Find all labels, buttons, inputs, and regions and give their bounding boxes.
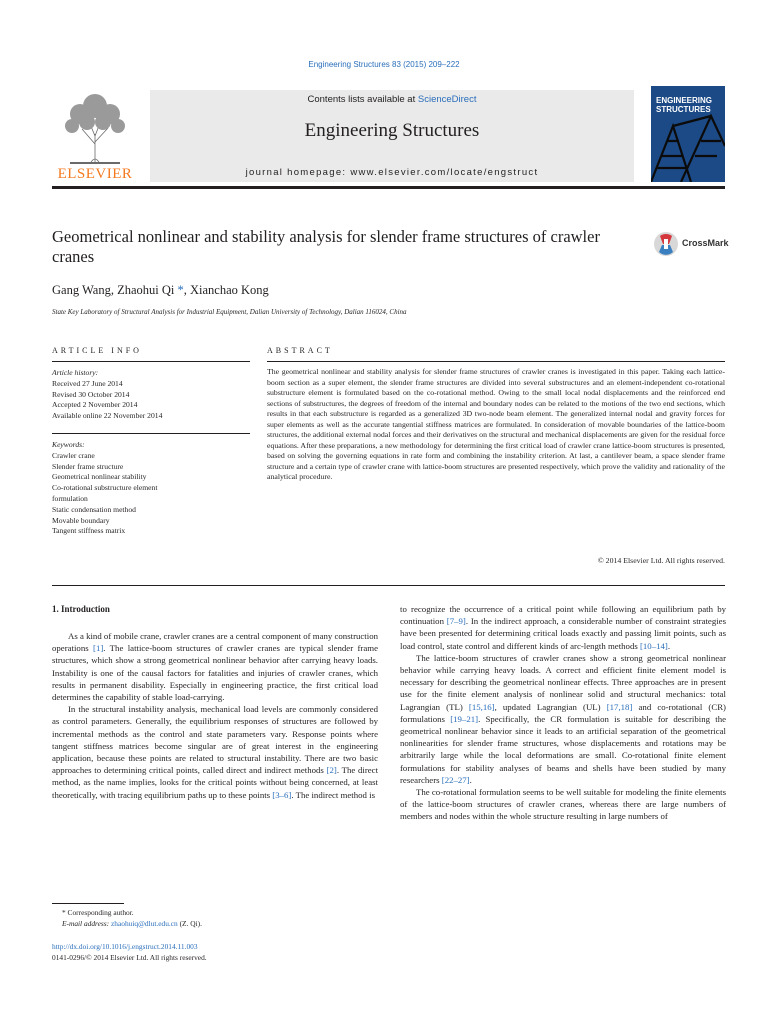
contents-prefix: Contents lists available at [307,94,418,105]
paragraph [400,786,726,823]
paragraph [52,703,378,801]
email-suffix: (Z. Qi). [177,919,202,928]
body-column-right [400,603,726,823]
article-info-heading: ARTICLE INFO [52,346,142,355]
abstract-end-divider [52,585,725,586]
history-item: Available online 22 November 2014 [52,411,163,421]
doi-link[interactable]: http://dx.doi.org/10.1016/j.engstruct.2014.11.003 [52,942,198,951]
affiliation: State Key Laboratory of Structural Analysis for Industrial Equipment, Dalian University of Technology, Dalian 116024, China [52,308,407,316]
keyword-item: Co-rotational substructure element [52,483,158,493]
journal-homepage [150,167,634,178]
paragraph [400,652,726,786]
homepage-url-link[interactable]: www.elsevier.com/locate/engstruct [350,167,539,178]
keywords-divider [52,433,250,434]
citation-link[interactable]: [10–14] [639,640,668,651]
keywords-list [52,440,248,537]
header-divider [52,186,725,189]
citation-link[interactable]: [19–21] [450,713,479,724]
citation-link[interactable]: [1] [93,643,104,654]
keyword-item: Slender frame structure [52,461,124,471]
text-run: . The direct method, as the name implies, looks for the critical points without being concerned, at least theoretically, with tracing equilibrium paths up to these points [52,765,379,800]
keyword-item: Static condensation method [52,504,136,514]
publisher-name: ELSEVIER [57,166,133,182]
citation-link[interactable]: [15,16] [468,701,495,712]
homepage-prefix: journal homepage: [245,167,351,178]
paragraph [52,630,378,703]
section-heading-introduction: 1. Introduction [52,604,110,614]
cover-title-line1: ENGINEERING [656,96,713,105]
text-run: . Specifically, the CR formulation is suitable for describing the geometrical nonlinear behavior since it leads to an artificial separation of the geometrical nonlinearities for slender frame structures, whose displacements and rotations may be arbitrarily large while the local deformations are small. Co-rotational finite element formulations for stability analyses of beams and shells have been studied by many researchers [400,713,726,785]
abstract-copyright: © 2014 Elsevier Ltd. All rights reserved. [597,556,725,565]
text-run: . [469,774,472,785]
history-item: Revised 30 October 2014 [52,389,130,399]
citation-link[interactable]: [3–6] [272,789,292,800]
article-history [52,368,248,422]
authors-part1: Gang Wang, Zhaohui Qi [52,283,178,297]
corresponding-author-note: * Corresponding author. [62,908,134,917]
abstract-heading: ABSTRACT [267,346,333,355]
keywords-label: Keywords: [52,440,85,449]
journal-citation-link[interactable]: Engineering Structures 83 (2015) 209–222 [308,60,460,69]
cover-title [656,96,722,114]
text-run: . The indirect method is [291,789,375,800]
author-list [52,283,269,298]
citation-link[interactable]: [22–27] [441,774,470,785]
email-label: E-mail address: [62,919,111,928]
text-run: In the structural instability analysis, mechanical load levels are commonly considered as control parameters. Generally, the equilibrium responses of structures are followed by incremental methods as the control and state parameters vary. Response points where tangent stiffness matrices become singular are of great interest in the engineering application, because these points are related to structural instability. There are two basic approaches to determining critical points, called direct and indirect methods [52,704,378,776]
text-run: The lattice-boom structures of crawler cranes show a strong geometrical nonlinear behavior while carrying heavy loads. A correct and efficient finite element model is necessary for describing the geometrical nonlinear effects. Three approaches are in present use for the finite element analysis of nonlinear solid and structural mechanics: total Lagrangian (TL) [400,652,726,712]
cover-title-line2: STRUCTURES [656,105,711,114]
text-run: As a kind of mobile crane, crawler cranes are a central component of many construction operations [52,631,378,654]
abstract-text: The geometrical nonlinear and stability analysis for slender frame structures of crawler cranes is investigated in this paper. Taking each lattice-boom section as a super element, the slender frame structures are divided into several substructures and an element-independent co-rotational substructure element is formulated based on the co-rotational method. Owing to the small local nodal displacements and the reinforced end sections of substructures, the degrees of freedom of the internal and boundary nodes can be related to the motions of the two end sections, which results in that each substructure is regarded as a generalized 3D two-node beam element. The generalized internal nodal and gravity forces for super elements as well as the accurate tangential stiffness matrices are formulated. In consideration of movable boundaries of the lattice-boom structures, the additional external nodal forces and their derivatives on the structural and mechanical displacements are given for the residual force equations. After these preparations, a new methodology for determining the first critical load of crawler crane lattice-boom structures is presented, based on solving the governing equations in rate form and combining the instability criterion. At last, a cantilever beam, a space slender frame structure and a certain type of crawler crane with lattice-boom structures are presented respectively, which prove the validity and rationality of the analytical procedure. [267,367,725,482]
keyword-item: Geometrical nonlinear stability [52,472,147,482]
keyword-item: Movable boundary [52,515,110,525]
text-run: . The lattice-boom structures of crawler cranes are typical slender frame structures, which show a strong geometrical nonlinear behavior after carrying heavy loads. Instability is one of the causal factors for fatalities and injuries of crawler cranes, which results in permanent disability. Especially in engineering practice, the first critical load determines the capability of stable load-carrying. [52,643,379,703]
article-title: Geometrical nonlinear and stability analysis for slender frame structures of crawler cranes [52,227,600,266]
email-link[interactable]: zhaohuiq@dlut.edu.cn [111,919,178,928]
text-run: . In the indirect approach, a considerable number of constraint strategies have been presented for determining critical loads exactly and passing limit points, such as load control, state control and different kinds of arc-length methods [400,616,726,651]
text-run: , updated Lagrangian (UL) [494,701,607,712]
paragraph [400,603,726,652]
text-run: . [667,640,671,651]
text-run: The co-rotational formulation seems to be well suitable for modeling the finite elements of the lattice-boom structures of crawler cranes, whereas there are large numbers of members and nodes within the whole structure resulting in large numbers of [400,787,726,822]
contents-line [150,94,634,105]
footnotes [52,907,202,929]
doi-block [52,941,207,963]
citation-link[interactable]: [17,18] [606,701,633,712]
sciencedirect-link[interactable]: ScienceDirect [417,94,477,105]
footnote-divider [52,903,124,904]
citation-link[interactable]: [7–9] [446,616,466,627]
history-item: Received 27 June 2014 [52,378,123,388]
authors-part2: , Xianchao Kong [183,283,269,297]
journal-title: Engineering Structures [304,120,480,141]
keyword-item: formulation [52,493,88,503]
keyword-item: Crawler crane [52,450,95,460]
history-item: Accepted 2 November 2014 [52,400,138,410]
email-note [52,918,202,929]
body-column-left [52,630,378,801]
abstract-divider [267,361,725,362]
text-run: and co-rotational (CR) formulations [400,701,726,724]
issn-line: 0141-0296/© 2014 Elsevier Ltd. All rights reserved. [52,953,207,962]
citation-link[interactable]: [2] [326,765,337,776]
article-info-divider [52,361,250,362]
corresponding-author-marker[interactable]: * [177,283,184,297]
crossmark-label[interactable]: CrossMark [682,238,729,248]
history-label: Article history: [52,368,99,377]
journal-cover-image[interactable] [651,86,725,182]
text-run: to recognize the occurrence of a critical point while following an equilibrium path by continuation [400,604,726,627]
keyword-item: Tangent stiffness matrix [52,526,126,536]
